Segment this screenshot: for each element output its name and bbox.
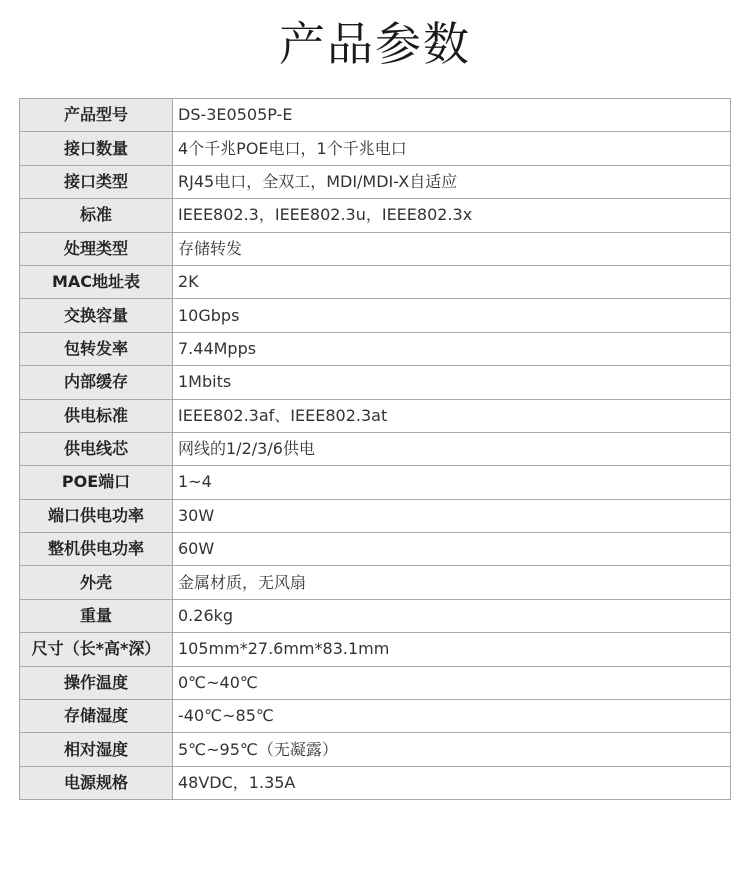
spec-label: 电源规格 xyxy=(20,766,173,799)
spec-value: IEEE802.3af、IEEE802.3at xyxy=(173,399,731,432)
spec-value: IEEE802.3，IEEE802.3u，IEEE802.3x xyxy=(173,199,731,232)
spec-label: 端口供电功率 xyxy=(20,499,173,532)
spec-value: -40℃~85℃ xyxy=(173,700,731,733)
page-title: 产品参数 xyxy=(279,17,471,71)
spec-value: DS-3E0505P-E xyxy=(173,99,731,132)
table-row xyxy=(20,566,731,599)
spec-value: 存储转发 xyxy=(173,232,731,265)
table-row xyxy=(20,766,731,799)
spec-value: 60W xyxy=(173,533,731,566)
spec-label: 存储湿度 xyxy=(20,700,173,733)
spec-value: 金属材质，无风扇 xyxy=(173,566,731,599)
spec-value: 0℃~40℃ xyxy=(173,666,731,699)
table-row xyxy=(20,599,731,632)
spec-value: 30W xyxy=(173,499,731,532)
spec-value: 网线的1/2/3/6供电 xyxy=(173,432,731,465)
spec-value: 1Mbits xyxy=(173,366,731,399)
table-row xyxy=(20,499,731,532)
table-row xyxy=(20,466,731,499)
spec-label: 内部缓存 xyxy=(20,366,173,399)
spec-label: 交换容量 xyxy=(20,299,173,332)
table-row xyxy=(20,232,731,265)
spec-label: POE端口 xyxy=(20,466,173,499)
spec-label: 尺寸（长*高*深） xyxy=(20,633,173,666)
spec-label: 包转发率 xyxy=(20,332,173,365)
table-row xyxy=(20,700,731,733)
spec-label: 外壳 xyxy=(20,566,173,599)
spec-label: 操作温度 xyxy=(20,666,173,699)
spec-label: 相对湿度 xyxy=(20,733,173,766)
spec-label: MAC地址表 xyxy=(20,265,173,298)
table-row xyxy=(20,132,731,165)
table-row xyxy=(20,265,731,298)
spec-label: 供电标准 xyxy=(20,399,173,432)
table-row xyxy=(20,366,731,399)
spec-label: 处理类型 xyxy=(20,232,173,265)
table-row xyxy=(20,199,731,232)
table-row xyxy=(20,666,731,699)
spec-table xyxy=(19,98,731,800)
spec-label: 接口类型 xyxy=(20,165,173,198)
spec-value: RJ45电口，全双工，MDI/MDI-X自适应 xyxy=(173,165,731,198)
spec-value: 4个千兆POE电口，1个千兆电口 xyxy=(173,132,731,165)
table-row xyxy=(20,165,731,198)
spec-label: 重量 xyxy=(20,599,173,632)
table-row xyxy=(20,332,731,365)
table-row xyxy=(20,299,731,332)
table-row xyxy=(20,432,731,465)
spec-label: 整机供电功率 xyxy=(20,533,173,566)
table-row xyxy=(20,633,731,666)
spec-value: 0.26kg xyxy=(173,599,731,632)
table-row xyxy=(20,733,731,766)
spec-label: 产品型号 xyxy=(20,99,173,132)
spec-label: 接口数量 xyxy=(20,132,173,165)
spec-value: 2K xyxy=(173,265,731,298)
table-row xyxy=(20,533,731,566)
spec-value: 7.44Mpps xyxy=(173,332,731,365)
spec-value: 1~4 xyxy=(173,466,731,499)
spec-value: 105mm*27.6mm*83.1mm xyxy=(173,633,731,666)
spec-label: 供电线芯 xyxy=(20,432,173,465)
table-row xyxy=(20,399,731,432)
spec-value: 5℃~95℃（无凝露） xyxy=(173,733,731,766)
table-row xyxy=(20,99,731,132)
spec-value: 48VDC，1.35A xyxy=(173,766,731,799)
spec-value: 10Gbps xyxy=(173,299,731,332)
spec-label: 标准 xyxy=(20,199,173,232)
